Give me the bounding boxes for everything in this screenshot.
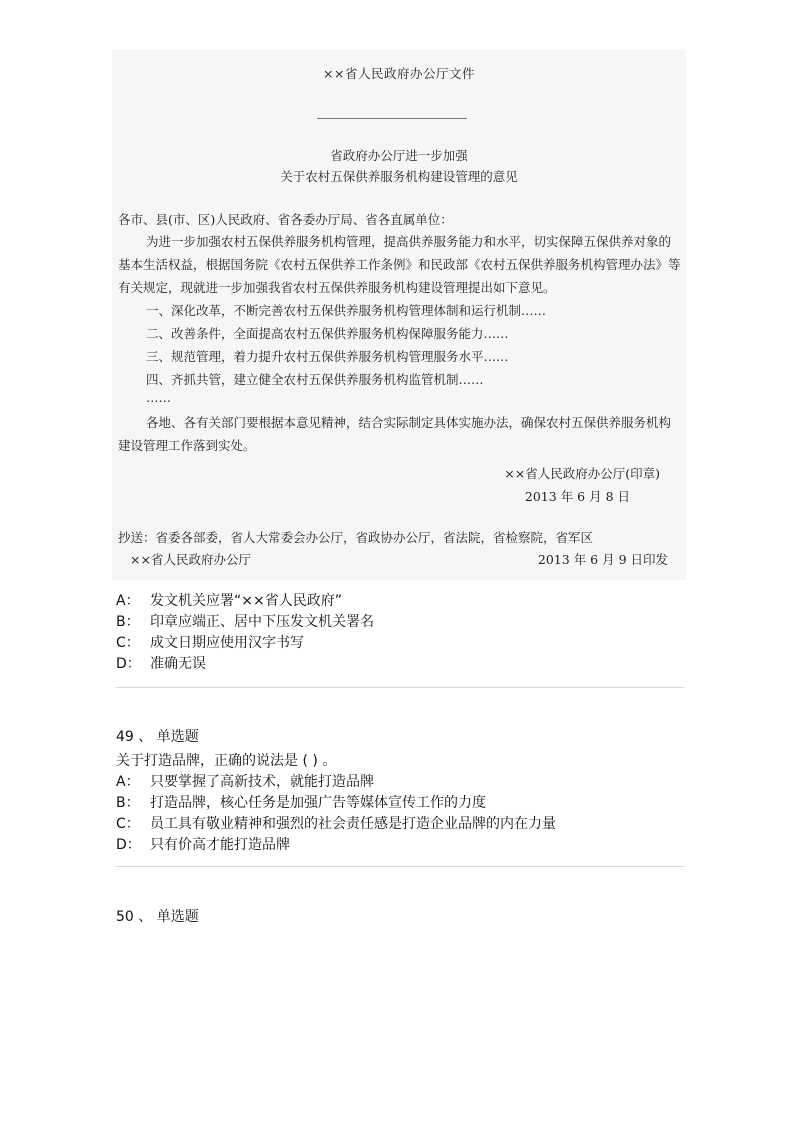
para1-line2: 基本生活权益，根据国务院《农村五保供养工作条例》和民政部《农村五保供养服务机构管理办法》等 [118,257,681,272]
q48-option-a[interactable]: A： 发文机关应署“××省人民政府” [116,593,342,609]
document-subtitle-1: 省政府办公厅进一步加强 [330,148,468,163]
para2-line2: 建设管理工作落到实处。 [118,438,256,453]
q48-option-b[interactable]: B： 印章应端正、居中下压发文机关署名 [116,614,374,630]
issue-date: 2013 年 6 月 9 日印发 [537,552,668,567]
para2-line1: 各地、各有关部门要根据本意见精神，结合实际制定具体实施办法，确保农村五保供养服务机构 [146,415,672,430]
q50-number: 50 、 单选题 [116,909,199,925]
divider [116,866,684,867]
cc-list: 抄送：省委各部委，省人大常委会办公厅，省政协办公厅，省法院，省检察院，省军区 [118,530,594,545]
document-address: 各市、县(市、区)人民政府、省各委办厅局、省各直属单位： [118,212,453,227]
item-1: 一、深化改革，不断完善农村五保供养服务机构管理体制和运行机制…… [146,303,547,318]
item-3: 三、规范管理，着力提升农村五保供养服务机构管理服务水平…… [146,349,509,364]
item-4: 四、齐抓共管，建立健全农村五保供养服务机构监管机制…… [146,372,484,387]
header-rule [317,118,467,119]
para1-line1: 为进一步加强农村五保供养服务机构管理，提高供养服务能力和水平，切实保障五保供养对象的 [146,234,672,249]
ellipsis: …… [146,390,171,405]
q49-number: 49 、 单选题 [116,729,199,745]
q49-option-b[interactable]: B： 打造品牌，核心任务是加强广告等媒体宣传工作的力度 [116,795,486,811]
signature-org: ××省人民政府办公厅(印章) [504,466,660,481]
item-2: 二、改善条件，全面提高农村五保供养服务机构保障服务能力…… [146,326,509,341]
issuer: ××省人民政府办公厅 [130,552,251,567]
scanned-document-image [112,50,686,580]
q49-option-c[interactable]: C： 员工具有敬业精神和强烈的社会责任感是打造企业品牌的内在力量 [116,816,556,832]
para1-line3: 有关规定，现就进一步加强我省农村五保供养服务机构建设管理提出如下意见。 [118,280,556,295]
q48-option-d[interactable]: D： 准确无误 [116,656,206,672]
document-header: ××省人民政府办公厅文件 [323,66,475,81]
q49-option-d[interactable]: D： 只有价高才能打造品牌 [116,837,290,853]
q49-question: 关于打造品牌，正确的说法是 ( ) 。 [116,753,337,769]
document-subtitle-2: 关于农村五保供养服务机构建设管理的意见 [280,169,518,184]
q49-option-a[interactable]: A： 只要掌握了高新技术，就能打造品牌 [116,774,374,790]
q48-option-c[interactable]: C： 成文日期应使用汉字书写 [116,635,304,651]
divider [116,687,684,688]
signature-date: 2013 年 6 月 8 日 [524,489,630,504]
